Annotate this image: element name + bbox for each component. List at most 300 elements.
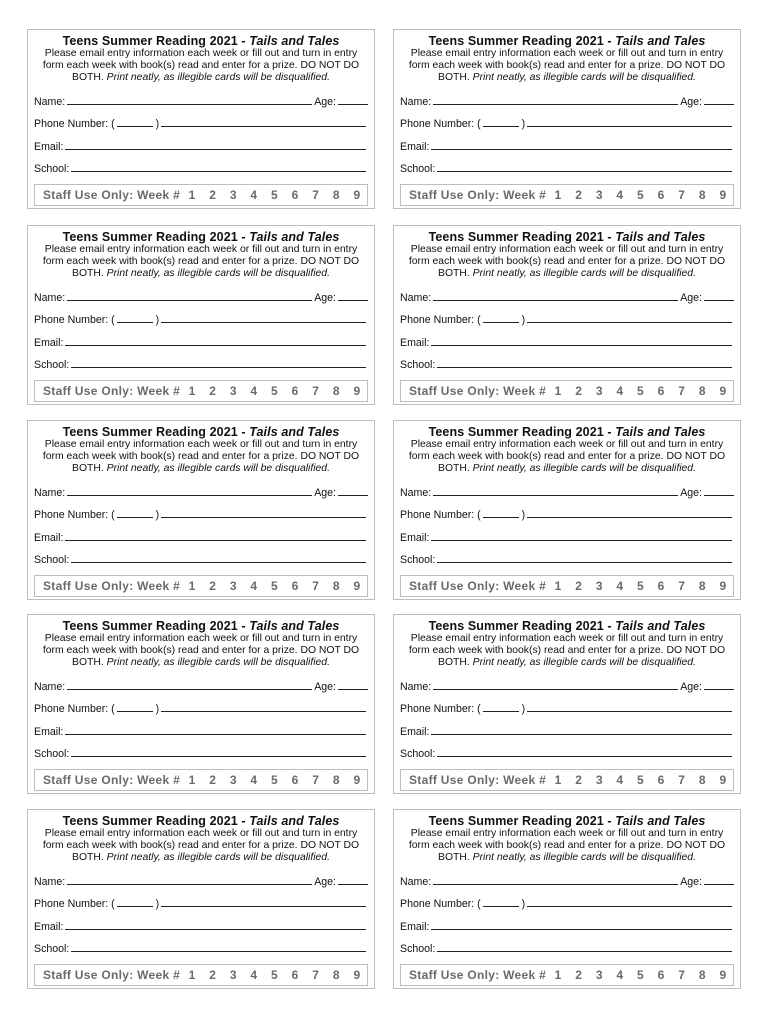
week-number[interactable]: 3 bbox=[595, 579, 603, 594]
week-number[interactable]: 9 bbox=[353, 579, 361, 594]
card-instructions: Please email entry information each week or fill out and turn in entry form each week with book(s) read and enter for a prize. DO NOT DO BOTH. Print neatly, as illegible cards will be disqualified. bbox=[408, 828, 726, 864]
phone-paren: ) bbox=[155, 118, 160, 131]
week-number[interactable]: 6 bbox=[657, 773, 665, 788]
phone-label: Phone Number: ( bbox=[34, 118, 115, 131]
staff-use-box bbox=[34, 769, 368, 791]
name-label: Name: bbox=[34, 291, 66, 304]
school-field[interactable] bbox=[437, 950, 732, 952]
age-field[interactable] bbox=[704, 688, 734, 690]
name-field[interactable] bbox=[67, 494, 312, 496]
week-number[interactable]: 2 bbox=[575, 188, 583, 203]
name-label: Name: bbox=[400, 680, 432, 693]
week-numbers bbox=[552, 968, 729, 982]
email-row bbox=[34, 521, 368, 544]
school-row bbox=[34, 544, 368, 567]
name-label: Name: bbox=[34, 486, 66, 499]
theme-name: Tails and Tales bbox=[249, 619, 340, 633]
email-field[interactable] bbox=[431, 148, 732, 150]
entry-card bbox=[393, 225, 741, 405]
week-number[interactable]: 9 bbox=[719, 384, 727, 399]
week-number[interactable]: 1 bbox=[554, 579, 562, 594]
week-number[interactable]: 2 bbox=[575, 579, 583, 594]
name-field[interactable] bbox=[433, 883, 678, 885]
email-row bbox=[34, 715, 368, 738]
email-field[interactable] bbox=[431, 928, 732, 930]
name-field[interactable] bbox=[433, 103, 678, 105]
week-number[interactable]: 5 bbox=[271, 384, 279, 399]
name-age-row bbox=[400, 871, 734, 888]
card-title: Teens Summer Reading 2021 - Tails and Tales bbox=[62, 814, 340, 828]
week-number[interactable]: 6 bbox=[291, 384, 299, 399]
phone-row bbox=[400, 693, 734, 716]
phone-field[interactable] bbox=[161, 321, 366, 323]
age-label: Age: bbox=[314, 291, 336, 304]
card-instructions: Please email entry information each week or fill out and turn in entry form each week with book(s) read and enter for a prize. DO NOT DO BOTH. Print neatly, as illegible cards will be disqualified. bbox=[42, 244, 360, 280]
week-number[interactable]: 5 bbox=[271, 968, 279, 983]
week-number[interactable]: 2 bbox=[575, 384, 583, 399]
phone-label: Phone Number: ( bbox=[34, 314, 115, 327]
week-number[interactable]: 1 bbox=[554, 188, 562, 203]
week-number[interactable]: 6 bbox=[291, 968, 299, 983]
age-field[interactable] bbox=[704, 494, 734, 496]
school-row bbox=[400, 933, 734, 956]
age-field[interactable] bbox=[704, 299, 734, 301]
phone-paren: ) bbox=[521, 509, 526, 522]
email-label: Email: bbox=[400, 336, 430, 349]
school-label: School: bbox=[34, 748, 70, 761]
week-number[interactable]: 6 bbox=[291, 188, 299, 203]
disqualify-warning: Print neatly, as illegible cards will be disqualified. bbox=[472, 852, 696, 864]
week-numbers bbox=[552, 579, 729, 593]
week-number[interactable]: 9 bbox=[719, 579, 727, 594]
week-number[interactable]: 2 bbox=[575, 773, 583, 788]
phone-label: Phone Number: ( bbox=[34, 898, 115, 911]
area-code-field[interactable] bbox=[483, 125, 519, 127]
phone-row bbox=[400, 304, 734, 327]
week-number[interactable]: 4 bbox=[616, 188, 624, 203]
name-field[interactable] bbox=[67, 103, 312, 105]
age-field[interactable] bbox=[338, 299, 368, 301]
week-number[interactable]: 3 bbox=[229, 579, 237, 594]
name-field[interactable] bbox=[67, 299, 312, 301]
phone-field[interactable] bbox=[527, 321, 732, 323]
age-field[interactable] bbox=[338, 883, 368, 885]
email-label: Email: bbox=[34, 920, 64, 933]
week-number[interactable]: 6 bbox=[657, 968, 665, 983]
week-number[interactable]: 7 bbox=[678, 579, 686, 594]
card-title: Teens Summer Reading 2021 - Tails and Tales bbox=[428, 230, 706, 244]
week-number[interactable]: 3 bbox=[595, 773, 603, 788]
email-row bbox=[34, 130, 368, 153]
week-number[interactable]: 1 bbox=[188, 579, 196, 594]
school-row bbox=[34, 153, 368, 176]
week-number[interactable]: 4 bbox=[250, 968, 258, 983]
school-field[interactable] bbox=[437, 755, 732, 757]
school-label: School: bbox=[34, 943, 70, 956]
week-number[interactable]: 8 bbox=[698, 384, 706, 399]
school-field[interactable] bbox=[437, 366, 732, 368]
phone-field[interactable] bbox=[527, 125, 732, 127]
entry-card bbox=[393, 420, 741, 600]
school-row bbox=[34, 349, 368, 372]
age-field[interactable] bbox=[338, 103, 368, 105]
week-number[interactable]: 9 bbox=[353, 188, 361, 203]
week-number[interactable]: 4 bbox=[616, 384, 624, 399]
email-row bbox=[400, 130, 734, 153]
phone-field[interactable] bbox=[161, 710, 366, 712]
card-title: Teens Summer Reading 2021 - Tails and Tales bbox=[62, 230, 340, 244]
phone-paren: ) bbox=[521, 703, 526, 716]
week-number[interactable]: 1 bbox=[554, 968, 562, 983]
email-field[interactable] bbox=[65, 928, 366, 930]
week-number[interactable]: 4 bbox=[250, 773, 258, 788]
week-number[interactable]: 5 bbox=[637, 579, 645, 594]
entry-card bbox=[393, 614, 741, 794]
week-number[interactable]: 7 bbox=[678, 773, 686, 788]
week-numbers bbox=[552, 773, 729, 787]
week-number[interactable]: 4 bbox=[616, 968, 624, 983]
phone-paren: ) bbox=[155, 509, 160, 522]
week-number[interactable]: 8 bbox=[698, 579, 706, 594]
week-number[interactable]: 1 bbox=[188, 384, 196, 399]
email-field[interactable] bbox=[65, 148, 366, 150]
staff-label: Staff Use Only: Week # bbox=[43, 188, 181, 203]
school-row bbox=[400, 153, 734, 176]
email-label: Email: bbox=[400, 140, 430, 153]
phone-row bbox=[34, 888, 368, 911]
week-number[interactable]: 1 bbox=[188, 188, 196, 203]
theme-name: Tails and Tales bbox=[615, 619, 706, 633]
week-number[interactable]: 5 bbox=[637, 773, 645, 788]
area-code-field[interactable] bbox=[483, 516, 519, 518]
phone-paren: ) bbox=[521, 118, 526, 131]
week-number[interactable]: 3 bbox=[595, 384, 603, 399]
staff-use-box bbox=[34, 380, 368, 402]
staff-label: Staff Use Only: Week # bbox=[409, 968, 547, 983]
card-title: Teens Summer Reading 2021 - Tails and Tales bbox=[62, 34, 340, 48]
area-code-field[interactable] bbox=[117, 125, 153, 127]
name-age-row bbox=[34, 676, 368, 693]
week-number[interactable]: 5 bbox=[637, 384, 645, 399]
week-number[interactable]: 8 bbox=[332, 384, 340, 399]
week-number[interactable]: 2 bbox=[575, 968, 583, 983]
name-age-row bbox=[400, 287, 734, 304]
week-number[interactable]: 4 bbox=[250, 579, 258, 594]
week-number[interactable]: 8 bbox=[332, 773, 340, 788]
email-field[interactable] bbox=[65, 733, 366, 735]
area-code-field[interactable] bbox=[117, 710, 153, 712]
week-number[interactable]: 3 bbox=[229, 968, 237, 983]
email-field[interactable] bbox=[431, 539, 732, 541]
theme-name: Tails and Tales bbox=[615, 425, 706, 439]
week-number[interactable]: 5 bbox=[271, 579, 279, 594]
age-field[interactable] bbox=[338, 494, 368, 496]
week-number[interactable]: 7 bbox=[312, 773, 320, 788]
theme-name: Tails and Tales bbox=[249, 814, 340, 828]
card-title: Teens Summer Reading 2021 - Tails and Tales bbox=[428, 619, 706, 633]
school-row bbox=[34, 933, 368, 956]
area-code-field[interactable] bbox=[117, 321, 153, 323]
name-field[interactable] bbox=[67, 688, 312, 690]
phone-row bbox=[34, 108, 368, 131]
week-number[interactable]: 1 bbox=[554, 773, 562, 788]
week-number[interactable]: 6 bbox=[657, 579, 665, 594]
week-number[interactable]: 6 bbox=[291, 579, 299, 594]
email-label: Email: bbox=[34, 531, 64, 544]
theme-name: Tails and Tales bbox=[249, 34, 340, 48]
week-number[interactable]: 9 bbox=[353, 968, 361, 983]
disqualify-warning: Print neatly, as illegible cards will be disqualified. bbox=[106, 72, 330, 84]
phone-label: Phone Number: ( bbox=[400, 314, 481, 327]
name-age-row bbox=[34, 91, 368, 108]
email-label: Email: bbox=[34, 140, 64, 153]
week-number[interactable]: 8 bbox=[332, 968, 340, 983]
staff-use-box bbox=[400, 769, 734, 791]
school-label: School: bbox=[34, 163, 70, 176]
school-field[interactable] bbox=[71, 755, 366, 757]
week-number[interactable]: 5 bbox=[637, 968, 645, 983]
phone-paren: ) bbox=[521, 314, 526, 327]
area-code-field[interactable] bbox=[483, 710, 519, 712]
email-field[interactable] bbox=[431, 344, 732, 346]
week-number[interactable]: 3 bbox=[229, 188, 237, 203]
phone-field[interactable] bbox=[161, 516, 366, 518]
phone-label: Phone Number: ( bbox=[34, 703, 115, 716]
email-label: Email: bbox=[34, 336, 64, 349]
card-instructions: Please email entry information each week or fill out and turn in entry form each week with book(s) read and enter for a prize. DO NOT DO BOTH. Print neatly, as illegible cards will be disqualified. bbox=[42, 48, 360, 84]
school-row bbox=[34, 738, 368, 761]
entry-card bbox=[27, 29, 375, 209]
week-number[interactable]: 1 bbox=[188, 773, 196, 788]
week-number[interactable]: 4 bbox=[616, 579, 624, 594]
email-field[interactable] bbox=[65, 344, 366, 346]
phone-field[interactable] bbox=[527, 516, 732, 518]
age-label: Age: bbox=[314, 95, 336, 108]
school-row bbox=[400, 349, 734, 372]
week-number[interactable]: 5 bbox=[637, 188, 645, 203]
phone-paren: ) bbox=[521, 898, 526, 911]
phone-row bbox=[400, 499, 734, 522]
school-field[interactable] bbox=[71, 170, 366, 172]
card-title: Teens Summer Reading 2021 - Tails and Tales bbox=[62, 619, 340, 633]
disqualify-warning: Print neatly, as illegible cards will be disqualified. bbox=[106, 852, 330, 864]
age-label: Age: bbox=[680, 95, 702, 108]
disqualify-warning: Print neatly, as illegible cards will be disqualified. bbox=[472, 268, 696, 280]
week-number[interactable]: 8 bbox=[698, 968, 706, 983]
age-label: Age: bbox=[680, 291, 702, 304]
entry-card bbox=[27, 614, 375, 794]
week-number[interactable]: 7 bbox=[312, 384, 320, 399]
school-label: School: bbox=[400, 943, 436, 956]
age-field[interactable] bbox=[338, 688, 368, 690]
week-number[interactable]: 7 bbox=[678, 188, 686, 203]
name-field[interactable] bbox=[433, 688, 678, 690]
card-instructions: Please email entry information each week or fill out and turn in entry form each week with book(s) read and enter for a prize. DO NOT DO BOTH. Print neatly, as illegible cards will be disqualified. bbox=[42, 828, 360, 864]
area-code-field[interactable] bbox=[483, 905, 519, 907]
staff-use-box bbox=[34, 964, 368, 986]
phone-label: Phone Number: ( bbox=[400, 898, 481, 911]
week-number[interactable]: 4 bbox=[250, 384, 258, 399]
week-numbers bbox=[186, 579, 363, 593]
phone-row bbox=[34, 499, 368, 522]
disqualify-warning: Print neatly, as illegible cards will be disqualified. bbox=[106, 657, 330, 669]
staff-use-box bbox=[400, 575, 734, 597]
week-number[interactable]: 8 bbox=[332, 579, 340, 594]
week-number[interactable]: 4 bbox=[250, 188, 258, 203]
staff-label: Staff Use Only: Week # bbox=[409, 188, 547, 203]
theme-name: Tails and Tales bbox=[249, 425, 340, 439]
card-instructions: Please email entry information each week or fill out and turn in entry form each week with book(s) read and enter for a prize. DO NOT DO BOTH. Print neatly, as illegible cards will be disqualified. bbox=[408, 439, 726, 475]
week-number[interactable]: 3 bbox=[229, 773, 237, 788]
week-number[interactable]: 7 bbox=[312, 579, 320, 594]
name-field[interactable] bbox=[433, 299, 678, 301]
card-instructions: Please email entry information each week or fill out and turn in entry form each week with book(s) read and enter for a prize. DO NOT DO BOTH. Print neatly, as illegible cards will be disqualified. bbox=[408, 633, 726, 669]
email-row bbox=[34, 910, 368, 933]
week-numbers bbox=[186, 384, 363, 398]
week-number[interactable]: 6 bbox=[291, 773, 299, 788]
week-number[interactable]: 2 bbox=[209, 968, 217, 983]
phone-paren: ) bbox=[155, 898, 160, 911]
week-number[interactable]: 9 bbox=[719, 773, 727, 788]
email-row bbox=[400, 326, 734, 349]
phone-field[interactable] bbox=[527, 905, 732, 907]
disqualify-warning: Print neatly, as illegible cards will be disqualified. bbox=[106, 463, 330, 475]
school-row bbox=[400, 544, 734, 567]
age-label: Age: bbox=[680, 680, 702, 693]
school-label: School: bbox=[400, 554, 436, 567]
name-label: Name: bbox=[400, 291, 432, 304]
entry-card bbox=[27, 420, 375, 600]
email-field[interactable] bbox=[431, 733, 732, 735]
area-code-field[interactable] bbox=[117, 516, 153, 518]
entry-card bbox=[27, 225, 375, 405]
staff-label: Staff Use Only: Week # bbox=[43, 579, 181, 594]
week-number[interactable]: 8 bbox=[332, 188, 340, 203]
week-number[interactable]: 7 bbox=[312, 968, 320, 983]
week-number[interactable]: 9 bbox=[353, 773, 361, 788]
week-number[interactable]: 6 bbox=[657, 188, 665, 203]
staff-use-box bbox=[34, 575, 368, 597]
name-age-row bbox=[34, 871, 368, 888]
phone-field[interactable] bbox=[161, 905, 366, 907]
theme-name: Tails and Tales bbox=[249, 230, 340, 244]
week-number[interactable]: 7 bbox=[678, 384, 686, 399]
theme-name: Tails and Tales bbox=[615, 230, 706, 244]
entry-card bbox=[393, 29, 741, 209]
week-number[interactable]: 5 bbox=[271, 188, 279, 203]
phone-label: Phone Number: ( bbox=[400, 509, 481, 522]
school-field[interactable] bbox=[71, 950, 366, 952]
name-age-row bbox=[400, 676, 734, 693]
week-number[interactable]: 1 bbox=[554, 384, 562, 399]
age-field[interactable] bbox=[704, 103, 734, 105]
phone-field[interactable] bbox=[527, 710, 732, 712]
phone-label: Phone Number: ( bbox=[34, 509, 115, 522]
week-number[interactable]: 6 bbox=[657, 384, 665, 399]
week-number[interactable]: 9 bbox=[353, 384, 361, 399]
card-title: Teens Summer Reading 2021 - Tails and Tales bbox=[428, 34, 706, 48]
week-number[interactable]: 3 bbox=[595, 188, 603, 203]
school-field[interactable] bbox=[71, 561, 366, 563]
school-field[interactable] bbox=[437, 170, 732, 172]
week-number[interactable]: 9 bbox=[719, 188, 727, 203]
card-instructions: Please email entry information each week or fill out and turn in entry form each week with book(s) read and enter for a prize. DO NOT DO BOTH. Print neatly, as illegible cards will be disqualified. bbox=[42, 633, 360, 669]
week-number[interactable]: 2 bbox=[209, 384, 217, 399]
age-label: Age: bbox=[314, 875, 336, 888]
area-code-field[interactable] bbox=[117, 905, 153, 907]
week-numbers bbox=[186, 773, 363, 787]
week-number[interactable]: 3 bbox=[229, 384, 237, 399]
email-field[interactable] bbox=[65, 539, 366, 541]
staff-label: Staff Use Only: Week # bbox=[43, 384, 181, 399]
name-age-row bbox=[34, 482, 368, 499]
age-label: Age: bbox=[680, 875, 702, 888]
school-label: School: bbox=[400, 359, 436, 372]
phone-paren: ) bbox=[155, 703, 160, 716]
school-label: School: bbox=[34, 554, 70, 567]
school-field[interactable] bbox=[71, 366, 366, 368]
school-label: School: bbox=[34, 359, 70, 372]
age-label: Age: bbox=[314, 680, 336, 693]
staff-use-box bbox=[34, 184, 368, 206]
staff-use-box bbox=[400, 184, 734, 206]
email-label: Email: bbox=[400, 531, 430, 544]
phone-row bbox=[34, 304, 368, 327]
name-label: Name: bbox=[400, 95, 432, 108]
week-number[interactable]: 3 bbox=[595, 968, 603, 983]
name-label: Name: bbox=[34, 875, 66, 888]
week-number[interactable]: 1 bbox=[188, 968, 196, 983]
card-instructions: Please email entry information each week or fill out and turn in entry form each week with book(s) read and enter for a prize. DO NOT DO BOTH. Print neatly, as illegible cards will be disqualified. bbox=[408, 244, 726, 280]
area-code-field[interactable] bbox=[483, 321, 519, 323]
phone-field[interactable] bbox=[161, 125, 366, 127]
name-label: Name: bbox=[400, 875, 432, 888]
week-number[interactable]: 7 bbox=[312, 188, 320, 203]
week-number[interactable]: 5 bbox=[271, 773, 279, 788]
card-title: Teens Summer Reading 2021 - Tails and Tales bbox=[62, 425, 340, 439]
week-number[interactable]: 9 bbox=[719, 968, 727, 983]
disqualify-warning: Print neatly, as illegible cards will be disqualified. bbox=[472, 463, 696, 475]
school-row bbox=[400, 738, 734, 761]
staff-label: Staff Use Only: Week # bbox=[43, 968, 181, 983]
week-number[interactable]: 8 bbox=[698, 773, 706, 788]
name-field[interactable] bbox=[67, 883, 312, 885]
age-field[interactable] bbox=[704, 883, 734, 885]
school-field[interactable] bbox=[437, 561, 732, 563]
phone-row bbox=[400, 108, 734, 131]
disqualify-warning: Print neatly, as illegible cards will be disqualified. bbox=[472, 72, 696, 84]
week-number[interactable]: 7 bbox=[678, 968, 686, 983]
email-label: Email: bbox=[400, 725, 430, 738]
week-number[interactable]: 2 bbox=[209, 773, 217, 788]
disqualify-warning: Print neatly, as illegible cards will be disqualified. bbox=[472, 657, 696, 669]
staff-label: Staff Use Only: Week # bbox=[409, 579, 547, 594]
name-age-row bbox=[400, 91, 734, 108]
disqualify-warning: Print neatly, as illegible cards will be disqualified. bbox=[106, 268, 330, 280]
week-number[interactable]: 2 bbox=[209, 579, 217, 594]
phone-label: Phone Number: ( bbox=[400, 703, 481, 716]
age-label: Age: bbox=[680, 486, 702, 499]
email-row bbox=[400, 521, 734, 544]
name-field[interactable] bbox=[433, 494, 678, 496]
age-label: Age: bbox=[314, 486, 336, 499]
week-number[interactable]: 2 bbox=[209, 188, 217, 203]
name-label: Name: bbox=[400, 486, 432, 499]
staff-use-box bbox=[400, 380, 734, 402]
name-label: Name: bbox=[34, 680, 66, 693]
week-number[interactable]: 8 bbox=[698, 188, 706, 203]
week-number[interactable]: 4 bbox=[616, 773, 624, 788]
